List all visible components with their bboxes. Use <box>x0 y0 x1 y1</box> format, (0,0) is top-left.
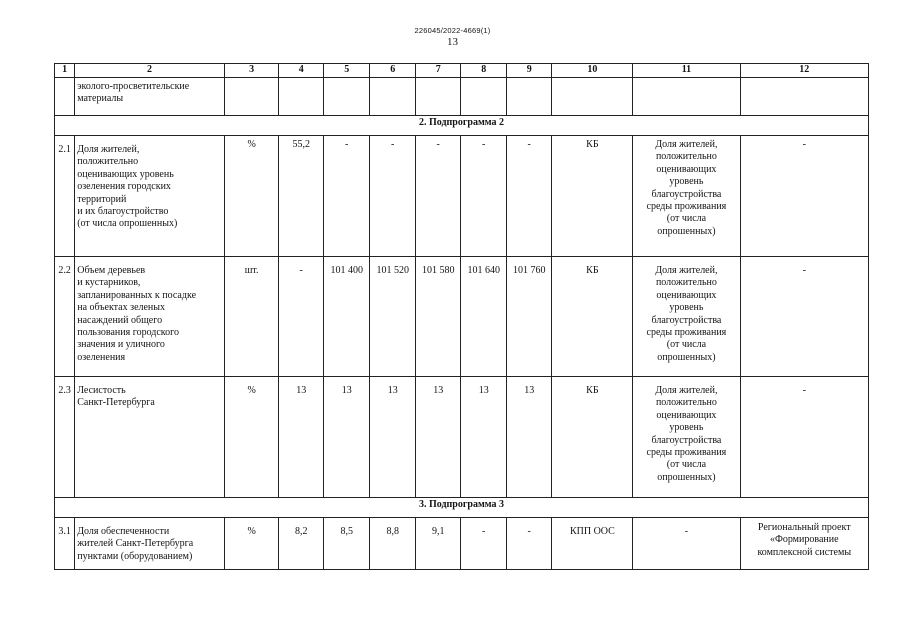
note-cell: - <box>740 377 869 498</box>
value-cell: 13 <box>323 377 370 498</box>
column-header: 12 <box>740 64 869 78</box>
value-cell: 13 <box>461 377 507 498</box>
column-header: 3 <box>224 64 279 78</box>
value-cell: 9,1 <box>415 518 461 570</box>
criterion-cell: Доля жителей, положительно оценивающих уровень благоустройства среды проживания (от числа опрошенных) <box>633 377 740 498</box>
value-cell: - <box>461 136 507 257</box>
value-cell: 8,8 <box>370 518 416 570</box>
column-header: 9 <box>506 64 552 78</box>
section-title: 3. Подпрограмма 3 <box>55 498 869 518</box>
value-cell: 13 <box>279 377 323 498</box>
value-cell: 101 400 <box>323 257 370 377</box>
table-cell <box>323 78 370 116</box>
value-cell: 55,2 <box>279 136 323 257</box>
criterion-cell: Доля жителей, положительно оценивающих уровень благоустройства среды проживания (от числа опрошенных) <box>633 257 740 377</box>
table-row <box>55 377 869 498</box>
column-number-row <box>55 64 869 78</box>
column-header: 7 <box>415 64 461 78</box>
note-cell: - <box>740 257 869 377</box>
table-row <box>55 136 869 257</box>
indicator-name: Объем деревьев и кустарников, запланированных к посадке на объектах зеленых насаждений общего пользования городского значения и уличного озеленения <box>75 257 225 377</box>
table-cell <box>506 78 552 116</box>
value-cell: 101 760 <box>506 257 552 377</box>
note-cell: - <box>740 136 869 257</box>
table-cell <box>55 78 75 116</box>
table-cell <box>224 78 279 116</box>
table-row <box>55 257 869 377</box>
data-source: КПП ООС <box>552 518 633 570</box>
row-number: 2.1 <box>55 136 75 257</box>
table-cell <box>415 78 461 116</box>
data-source: КБ <box>552 136 633 257</box>
value-cell: 8,2 <box>279 518 323 570</box>
unit: % <box>224 377 279 498</box>
section-row <box>55 116 869 136</box>
column-header: 2 <box>75 64 225 78</box>
value-cell: 101 580 <box>415 257 461 377</box>
section-title: 2. Подпрограмма 2 <box>55 116 869 136</box>
value-cell: 13 <box>370 377 416 498</box>
value-cell: 101 640 <box>461 257 507 377</box>
value-cell: - <box>279 257 323 377</box>
indicators-table <box>54 63 869 570</box>
page-number: 13 <box>447 36 458 48</box>
continued-indicator-name: эколого-просветительские материалы <box>75 78 225 116</box>
indicator-name: Доля обеспеченности жителей Санкт-Петербурга пунктами (оборудованием) <box>75 518 225 570</box>
indicator-name: Доля жителей, положительно оценивающих уровень озеленения городских территорий и их благоустройство (от числа опрошенных) <box>75 136 225 257</box>
table-cell <box>370 78 416 116</box>
unit: % <box>224 136 279 257</box>
indicator-name: Лесистость Санкт-Петербурга <box>75 377 225 498</box>
table-cell <box>461 78 507 116</box>
value-cell: 101 520 <box>370 257 416 377</box>
column-header: 4 <box>279 64 323 78</box>
column-header: 11 <box>633 64 740 78</box>
value-cell: - <box>506 136 552 257</box>
row-number: 2.2 <box>55 257 75 377</box>
table-cell <box>279 78 323 116</box>
value-cell: - <box>415 136 461 257</box>
section-row <box>55 498 869 518</box>
column-header: 5 <box>323 64 370 78</box>
data-source: КБ <box>552 377 633 498</box>
table-row <box>55 518 869 570</box>
value-cell: - <box>461 518 507 570</box>
column-header: 1 <box>55 64 75 78</box>
data-source: КБ <box>552 257 633 377</box>
criterion-cell: Доля жителей, положительно оценивающих уровень благоустройства среды проживания (от числа опрошенных) <box>633 136 740 257</box>
value-cell: - <box>370 136 416 257</box>
column-header: 6 <box>370 64 416 78</box>
table-cell <box>633 78 740 116</box>
column-header: 8 <box>461 64 507 78</box>
table-cell <box>740 78 869 116</box>
value-cell: - <box>506 518 552 570</box>
value-cell: 13 <box>506 377 552 498</box>
table-cell <box>552 78 633 116</box>
criterion-cell: - <box>633 518 740 570</box>
column-header: 10 <box>552 64 633 78</box>
unit: шт. <box>224 257 279 377</box>
note-cell: Региональный проект «Формирование комплексной системы <box>740 518 869 570</box>
value-cell: 13 <box>415 377 461 498</box>
row-number: 2.3 <box>55 377 75 498</box>
unit: % <box>224 518 279 570</box>
table-row <box>55 78 869 116</box>
row-number: 3.1 <box>55 518 75 570</box>
document-code: 226045/2022-4669(1) <box>414 26 491 35</box>
value-cell: 8,5 <box>323 518 370 570</box>
value-cell: - <box>323 136 370 257</box>
